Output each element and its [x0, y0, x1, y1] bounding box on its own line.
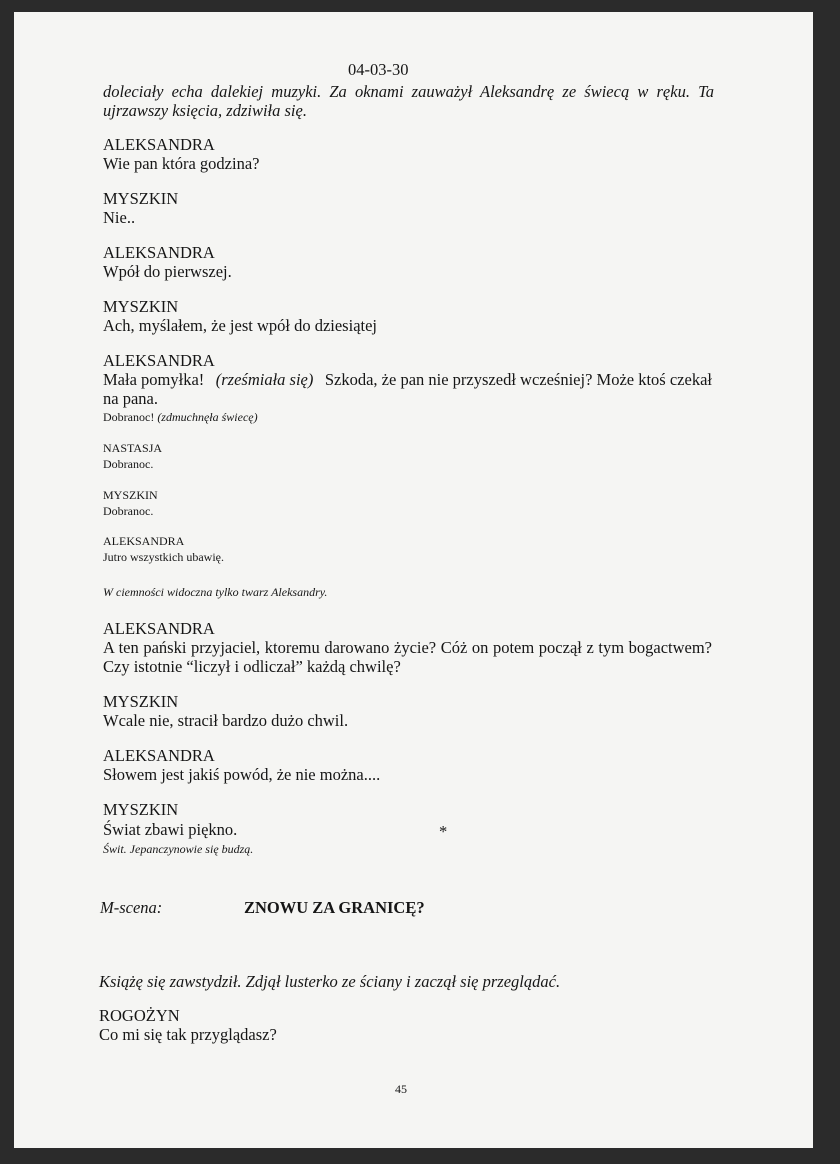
stage-direction: (zdmuchnęła świecę)	[157, 410, 258, 424]
speaker-name: MYSZKIN	[103, 189, 179, 208]
dialog-line: Co mi się tak przyglądasz?	[99, 1025, 277, 1044]
speaker-name: ALEKSANDRA	[103, 351, 215, 370]
dialog-line: na pana.	[103, 389, 158, 408]
speaker-name: MYSZKIN	[103, 800, 179, 819]
dialog-line: Czy istotnie “liczył i odliczał” każdą chwilę?	[103, 657, 401, 676]
dialog-line: Dobranoc.	[103, 457, 154, 471]
stage-direction: Świt. Jepanczynowie się budzą.	[103, 842, 254, 856]
scene-title: ZNOWU ZA GRANICĘ?	[244, 898, 425, 917]
asterisk-mark: *	[439, 822, 448, 841]
page-number: 45	[395, 1082, 407, 1096]
dialog-line: Wie pan która godzina?	[103, 154, 260, 173]
dialog-line: Ach, myślałem, że jest wpół do dziesiątej	[103, 316, 378, 335]
speaker-name: NASTASJA	[103, 441, 163, 455]
document-page	[14, 12, 813, 1148]
speaker-name: MYSZKIN	[103, 488, 158, 502]
stage-direction: Książę się zawstydził. Zdjął lusterko ze ściany i zaczął się przeglądać.	[99, 972, 561, 991]
dialog-line: Nie..	[103, 208, 136, 227]
dialog-line: Wcale nie, stracił bardzo dużo chwil.	[103, 711, 349, 730]
speaker-name: MYSZKIN	[103, 692, 179, 711]
dialog-line: Słowem jest jakiś powód, że nie można....	[103, 765, 381, 784]
speaker-name: ALEKSANDRA	[103, 746, 215, 765]
dialog-line: Jutro wszystkich ubawię.	[103, 550, 224, 564]
stage-direction: W ciemności widoczna tylko twarz Aleksandry.	[103, 585, 328, 599]
dialog-text: Mała pomyłka!	[103, 370, 205, 389]
speaker-name: MYSZKIN	[103, 297, 179, 316]
header-date: 04-03-30	[348, 60, 409, 79]
stage-direction: (rześmiała się)	[215, 370, 314, 389]
dialog-line: Dobranoc.	[103, 504, 154, 518]
dialog-text: Dobranoc!	[103, 410, 155, 424]
intro-line-2: ujrzawszy księcia, zdziwiła się.	[103, 101, 307, 120]
dialog-line: Wpół do pierwszej.	[103, 262, 232, 281]
speaker-name: ALEKSANDRA	[103, 135, 215, 154]
speaker-name: ROGOŻYN	[99, 1006, 180, 1025]
speaker-name: ALEKSANDRA	[103, 534, 185, 548]
dialog-line	[103, 370, 712, 390]
speaker-name: ALEKSANDRA	[103, 243, 215, 262]
dialog-text: Szkoda, że pan nie przyszedł wcześniej? Może ktoś czekał	[324, 370, 712, 389]
speaker-name: ALEKSANDRA	[103, 619, 215, 638]
scene-label: M-scena:	[100, 898, 163, 917]
dialog-line-small	[103, 410, 258, 425]
dialog-line: A ten pański przyjaciel, ktoremu darowano życie? Cóż on potem począł z tym bogactwem?	[103, 638, 712, 657]
dialog-line: Świat zbawi piękno.	[103, 820, 238, 839]
intro-line-1: doleciały echa dalekiej muzyki. Za oknami zauważył Aleksandrę ze świecą w ręku. Ta	[103, 82, 714, 101]
